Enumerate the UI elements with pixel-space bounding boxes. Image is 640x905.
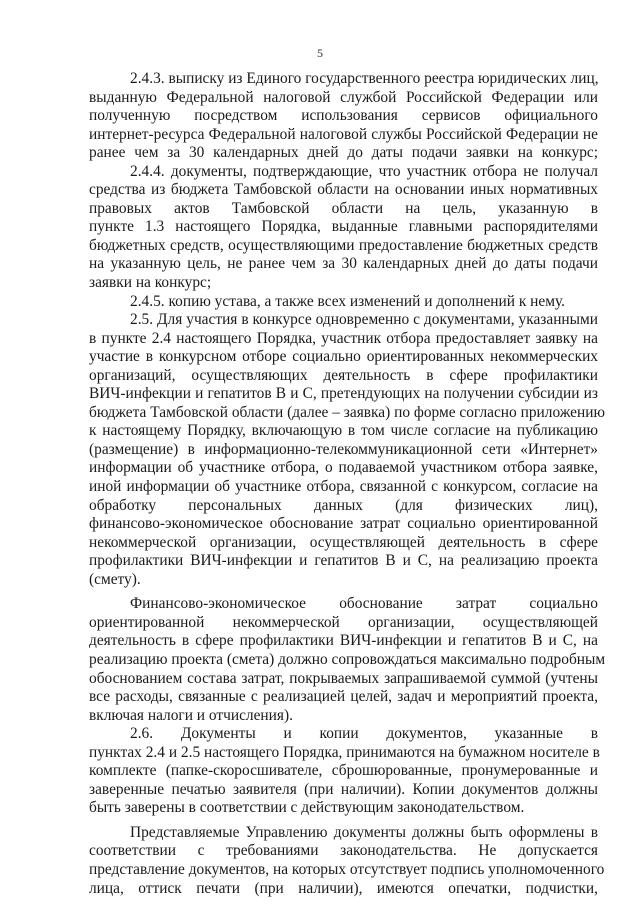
text-line: участие в конкурсном отборе социально ориентированных некоммерческих <box>89 348 598 366</box>
text-line: выданную Федеральной налоговой службой Российской Федерации или <box>89 88 598 106</box>
text-line: 2.6. Документы и копии документов, указанные в <box>130 725 598 743</box>
text-line: на указанную цель, не ранее чем за 30 календарных дней до даты подачи <box>89 255 598 273</box>
text-line: Представляемые Управлению документы должны быть оформлены в <box>130 823 598 841</box>
text-line: к настоящему Порядку, включающую в том числе согласие на публикацию <box>89 422 598 440</box>
text-line: пункте 1.3 настоящего Порядка, выданные главными распорядителями <box>89 218 598 236</box>
paragraph-2-5 <box>89 311 605 589</box>
text-line: (смету). <box>89 570 141 588</box>
text-line: 2.4.3. выписку из Единого государственного реестра юридических лиц, <box>130 70 599 87</box>
text-line: 2.4.4. документы, подтверждающие, что участник отбора не получал <box>130 162 598 180</box>
paragraph-2-4-3 <box>89 70 598 163</box>
text-line: средства из бюджета Тамбовской области на основании иных нормативных <box>89 181 598 199</box>
text-line: все расходы, связанные с реализацией целей, задач и мероприятий проекта, <box>89 688 598 706</box>
text-line: организаций, осуществляющих деятельность в сфере профилактики <box>89 366 598 384</box>
text-line: Финансово-экономическое обоснование затрат социально <box>130 595 598 613</box>
text-line: полученную посредством использования сервисов официального <box>89 107 598 125</box>
text-line: обработку персональных данных (для физических лиц), <box>89 496 598 514</box>
text-line: финансово-экономическое обоснование затрат социально ориентированной <box>89 515 598 533</box>
document-body <box>89 70 606 898</box>
text-line: представление документов, на которых отсутствует подпись уполномоченного <box>89 860 605 878</box>
text-line: лица, оттиск печати (при наличии), имеются опечатки, подчистки, <box>89 879 598 897</box>
text-line: информации об участнике отбора, о подаваемой участником отбора заявке, <box>89 459 598 477</box>
text-line: пунктах 2.4 и 2.5 настоящего Порядка, принимаются на бумажном носителе в <box>89 743 600 761</box>
text-line: обоснованием состава затрат, покрываемых запрашиваемой суммой (учтены <box>89 669 598 687</box>
text-line: профилактики ВИЧ-инфекции и гепатитов В и С, на реализацию проекта <box>89 552 598 570</box>
text-line: заверенные печатью заявителя (при наличии). Копии документов должны <box>89 780 598 798</box>
text-line: ранее чем за 30 календарных дней до даты подачи заявки на конкурс; <box>89 144 598 162</box>
text-line: в пункте 2.4 настоящего Порядка, участник отбора предоставляет заявку на <box>89 329 598 347</box>
text-line: (размещение) в информационно-телекоммуникационной сети «Интернет» <box>89 440 598 458</box>
text-line: 2.4.5. копию устава, а также всех изменений и дополнений к нему. <box>130 292 565 310</box>
text-line: некоммерческой организации, осуществляющей деятельность в сфере <box>89 533 598 551</box>
paragraph-financial-justification <box>89 595 606 725</box>
paragraph-2-4-4 <box>89 163 598 293</box>
text-line: бюджета Тамбовской области (далее – заявка) по форме согласно приложению <box>89 403 605 421</box>
paragraph-submitted-documents <box>89 823 605 898</box>
paragraph-2-4-5 <box>89 293 598 312</box>
text-line: соответствии с требованиями законодательства. Не допускается <box>89 842 598 860</box>
text-line: комплекте (папке-скоросшивателе, сброшюрованные, пронумерованные и <box>89 762 598 780</box>
text-line: реализацию проекта (смета) должно сопровождаться максимально подробным <box>89 650 606 668</box>
text-line: включая налоги и отчисления). <box>89 706 293 724</box>
text-line: правовых актов Тамбовской области на цель, указанную в <box>89 199 598 217</box>
text-line: ориентированной некоммерческой организации, осуществляющей <box>89 613 598 631</box>
text-line: 2.5. Для участия в конкурсе одновременно с документами, указанными <box>130 311 598 329</box>
page-number: 5 <box>317 46 323 60</box>
text-line: заявки на конкурс; <box>89 274 212 292</box>
text-line: бюджетных средств, осуществляющими предоставление бюджетных средств <box>89 236 598 254</box>
text-line: деятельность в сфере профилактики ВИЧ-инфекции и гепатитов В и С, на <box>89 632 598 650</box>
text-line: иной информации об участнике отбора, связанной с конкурсом, согласие на <box>89 478 598 496</box>
text-line: ВИЧ-инфекции и гепатитов В и С, претендующих на получении субсидии из <box>89 385 598 403</box>
text-line: интернет-ресурса Федеральной налоговой службы Российской Федерации не <box>89 125 598 143</box>
paragraph-2-6 <box>89 725 598 818</box>
text-line: быть заверены в соответствии с действующим законодательством. <box>89 799 525 817</box>
